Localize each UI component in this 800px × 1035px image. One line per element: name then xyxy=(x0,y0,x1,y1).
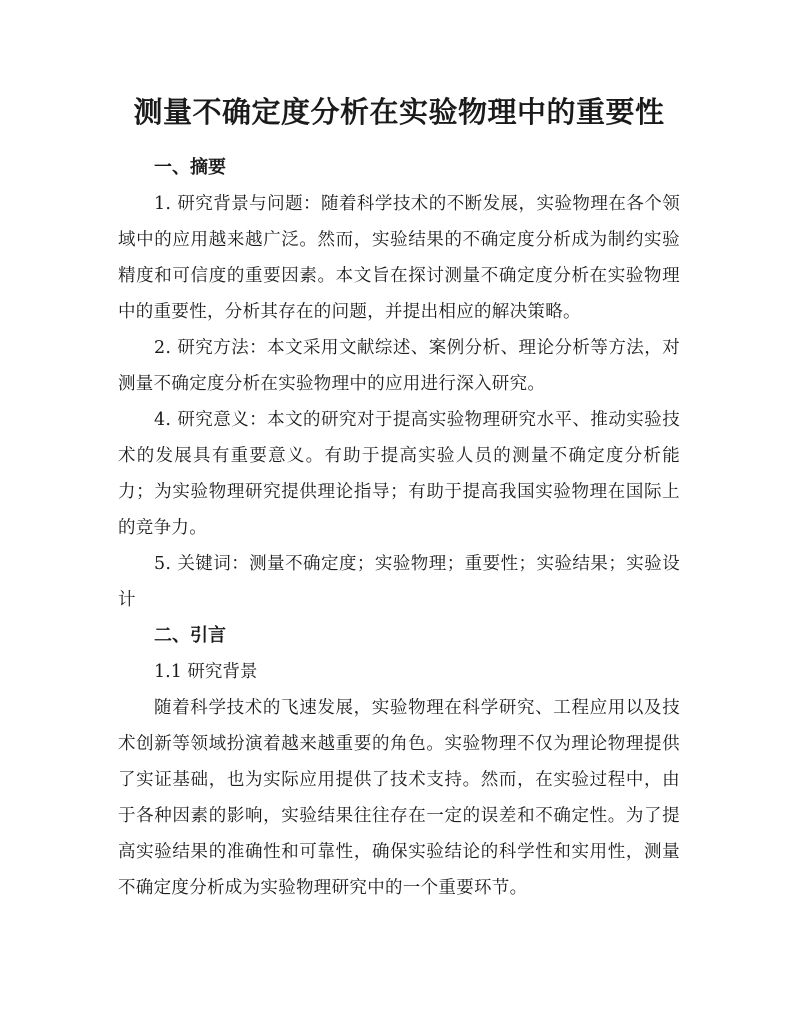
document-page xyxy=(118,92,680,906)
abstract-item-background: 1. 研究背景与问题：随着科学技术的不断发展，实验物理在各个领域中的应用越来越广泛。然而，实验结果的不确定度分析成为制约实验精度和可信度的重要因素。本文旨在探讨测量不确定度分析在实验物理中的重要性，分析其存在的问题，并提出相应的解决策略。 xyxy=(118,194,680,322)
introduction-heading: 二、引言 xyxy=(154,625,226,646)
abstract-section xyxy=(118,150,680,618)
document-title: 测量不确定度分析在实验物理中的重要性 xyxy=(133,95,665,129)
introduction-section xyxy=(118,618,680,906)
introduction-paragraph: 随着科学技术的飞速发展，实验物理在科学研究、工程应用以及技术创新等领域扮演着越来越重要的角色。实验物理不仅为理论物理提供了实证基础，也为实际应用提供了技术支持。然而，在实验过程中，由于各种因素的影响，实验结果往往存在一定的误差和不确定性。为了提高实验结果的准确性和可靠性，确保实验结论的科学性和实用性，测量不确定度分析成为实验物理研究中的一个重要环节。 xyxy=(118,698,680,898)
abstract-heading: 一、摘要 xyxy=(154,157,226,178)
abstract-item-keywords: 5. 关键词：测量不确定度；实验物理；重要性；实验结果；实验设计 xyxy=(118,554,680,610)
title-spacer xyxy=(118,132,680,150)
research-background-subheading: 1.1 研究背景 xyxy=(154,662,258,682)
abstract-item-methods: 2. 研究方法：本文采用文献综述、案例分析、理论分析等方法，对测量不确定度分析在实验物理中的应用进行深入研究。 xyxy=(118,338,680,394)
abstract-item-significance: 4. 研究意义：本文的研究对于提高实验物理研究水平、推动实验技术的发展具有重要意义。有助于提高实验人员的测量不确定度分析能力；为实验物理研究提供理论指导；有助于提高我国实验物理在国际上的竞争力。 xyxy=(118,410,680,538)
